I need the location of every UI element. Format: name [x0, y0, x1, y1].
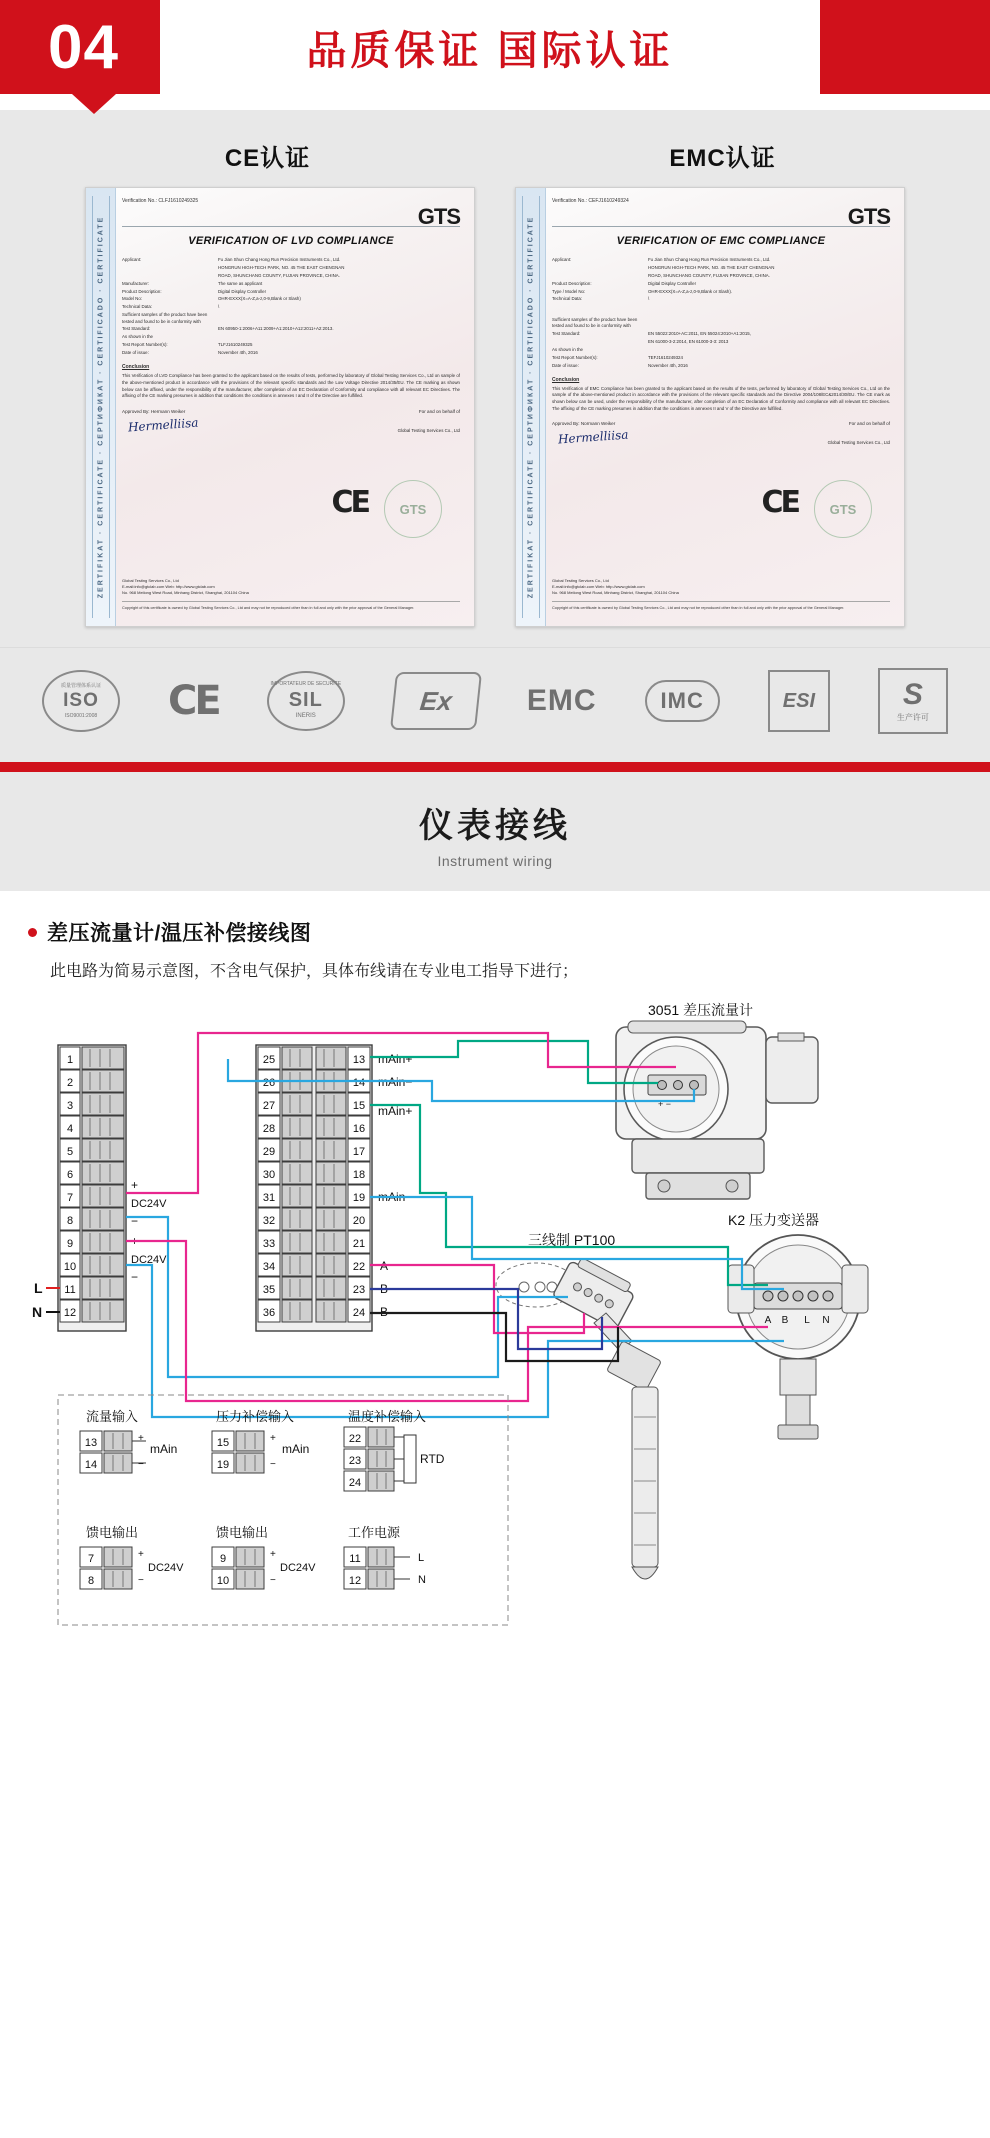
cert-field-value: Digital Display Controller: [218, 288, 267, 294]
gts-logo: GTS: [417, 204, 460, 229]
svg-text:19: 19: [216, 1458, 230, 1471]
sil-main-label: SIL: [288, 689, 323, 712]
svg-text:10: 10: [63, 1260, 77, 1273]
signature-graphic: Hermelliisa: [557, 427, 629, 447]
logo-atex-wrap: [393, 666, 479, 736]
svg-text:7: 7: [87, 1552, 95, 1565]
cert-field-key: As shown in the: [122, 334, 153, 340]
cert-field-value: \: [218, 304, 220, 310]
cert-field-value: OHR-EXXX(X=A-Z,a-z,0-9,Blank or Slash): [218, 296, 301, 302]
cert-field-value: ROAD, SHUNCHANG COUNTY, FUJIAN PROVINCE, CHINA.: [648, 272, 770, 278]
cert-field-value: November 4th, 2016: [218, 350, 258, 355]
svg-text:23: 23: [348, 1454, 362, 1467]
cert-field-key: Test Report Number(s):: [122, 342, 168, 348]
sidebar-stripe-left: [92, 196, 93, 618]
cert-field-key: Sufficient samples of the product have been tested and found to be in conformity with: [122, 312, 208, 324]
svg-text:9: 9: [66, 1237, 74, 1250]
conclusion-heading: Conclusion: [122, 364, 150, 371]
cert-field: [122, 334, 460, 340]
svg-text:3: 3: [66, 1099, 74, 1112]
cert-field-key: Test Report Number(s):: [552, 354, 598, 360]
svg-text:DC24V: DC24V: [148, 1561, 184, 1574]
cert-field: [122, 326, 460, 332]
footer-line: No. 968 Meilong West Road, Minhang District, Shanghai, 201104 China: [552, 590, 679, 596]
svg-text:−: −: [270, 1574, 276, 1586]
cert-field-value: EN 61000-3-2:2014, EN 61000-3-3: 2013: [648, 338, 729, 344]
verification-number: CLFJ1610249325: [158, 198, 199, 204]
transmitter-terminal-L: L: [804, 1314, 810, 1326]
mains-L-label: L: [34, 1279, 43, 1296]
wiring-diagram-svg: [28, 997, 962, 1637]
svg-text:+: +: [138, 1432, 144, 1444]
imc-logo-icon: IMC: [645, 680, 720, 722]
svg-text:23: 23: [352, 1283, 366, 1296]
banner-notch-shape: [72, 94, 116, 114]
logo-imc-wrap: [645, 666, 720, 736]
cert-field: [122, 257, 460, 263]
cert-field: [122, 304, 460, 310]
gts-logo: GTS: [847, 204, 890, 229]
cert-title-emc: EMC认证: [669, 145, 776, 172]
esi-logo-icon: ESI: [768, 670, 830, 732]
svg-text:25: 25: [262, 1053, 276, 1066]
section-04-banner: [0, 0, 990, 110]
pt100-probe: [496, 1232, 661, 1579]
certificate-lvd: [85, 187, 475, 627]
transmitter-terminal-B: B: [781, 1314, 789, 1326]
footer-line: E-mail:info@gtclab.com Web: http://www.gtclab.com: [552, 584, 645, 590]
svg-text:22: 22: [348, 1432, 362, 1445]
approved-by: Approved By: Hermann Weiker: [122, 408, 186, 414]
header-rule: [122, 226, 460, 227]
cert-field: [122, 342, 460, 348]
conclusion-text: This Verification of LVD Compliance has been granted to the applicant based on the results of tests, performed by laboratory of Global Testing Services Co., Ltd on sample of the above-mentioned product in accordance with the provisions of the relevant specific standards and the Low Voltage Directive 2014/35/EU. The CE marking as shown below can be affixed, under the responsibility of the manufacturer, after completion of an EC Declaration of Conformity and compliance with all relevant EC Directives. The affixing of the CE marking presumes in addition that conditions the conditions in annexes I and II of the Directive are fulfilled.: [122, 373, 460, 399]
cert-field-value: November 4th, 2016: [648, 362, 688, 368]
svg-text:21: 21: [352, 1237, 366, 1250]
flowmeter-caption: 3051 差压流量计: [648, 1001, 754, 1018]
cert-field-key: Date of issue:: [122, 350, 149, 355]
atex-ex-logo-icon: Ex: [390, 672, 482, 730]
production-license-logo-icon: [878, 668, 948, 734]
iso-cn-label: 质量管理体系认证: [61, 682, 102, 689]
legend-title-flow-input: 流量输入: [86, 1408, 139, 1424]
wiring-title-en: Instrument wiring: [437, 853, 553, 869]
wiring-bullet-row: [28, 917, 962, 947]
cert-field-key: As shown in the: [552, 346, 583, 352]
sidebar-language-text: ZERTIFIKAT · CERTIFICATE · CEPTИФИКАТ · CERTIFICADO · CERTIFICATE: [97, 215, 104, 599]
cert-field-key: Manufacturer:: [122, 280, 150, 286]
logo-sil-wrap: [267, 666, 345, 736]
header-rule: [552, 226, 890, 227]
verification-line: [122, 198, 460, 204]
sidebar-stripe-right: [109, 196, 110, 618]
signature-graphic: Hermelliisa: [127, 415, 199, 435]
footer-line: Global Testing Services Co., Ltd: [122, 578, 179, 584]
logo-production-wrap: [878, 666, 948, 736]
signal-label-19: mAin−: [378, 1189, 413, 1204]
certificate-sidebar: [86, 188, 116, 626]
svg-text:14: 14: [84, 1458, 98, 1471]
wire-green-flow-plus: [370, 1041, 658, 1083]
wiring-bullet-subtitle: 此电路为简易示意图，不含电气保护，具体布线请在专业电工指导下进行；: [50, 963, 579, 980]
ce-mark-icon: CE: [331, 485, 368, 520]
svg-text:27: 27: [262, 1099, 276, 1112]
approved-by: Approved By: Normann Weiker: [552, 421, 616, 427]
legend-title-power-supply: 工作电源: [348, 1524, 401, 1540]
behalf-company: Global Testing Services Co., Ltd: [827, 440, 890, 446]
svg-text:24: 24: [348, 1476, 362, 1489]
left-label-plus-9: +: [131, 1233, 139, 1248]
svg-text:31: 31: [262, 1191, 276, 1204]
cert-field-value: [648, 347, 890, 353]
cert-field-value: ROAD, SHUNCHANG COUNTY, FUJIAN PROVINCE, CHINA.: [218, 272, 340, 278]
certificate-footer: [122, 578, 460, 612]
svg-text:6: 6: [66, 1168, 74, 1181]
svg-text:+: +: [138, 1548, 144, 1560]
cert-field: [552, 355, 890, 361]
production-license-glyph: S: [902, 677, 923, 711]
cert-field: [122, 289, 460, 295]
cert-field-key: Type / Model No:: [552, 288, 586, 294]
copyright-note: Copyright of this certificate is owned by Global Testing Services Co., Ltd and may not be reproduced other than in full and only with the prior approval of the General Manager.: [122, 606, 415, 611]
left-label-minus-10: −: [131, 1269, 139, 1284]
production-license-label: 生产许可: [896, 712, 929, 722]
iso-standard-label: ISO9001:2008: [64, 712, 98, 719]
cert-field-value: Fu Jian Shun Chang Hong Run Precision Instruments Co., Ltd.: [648, 257, 771, 262]
svg-text:8: 8: [87, 1574, 95, 1587]
svg-text:32: 32: [262, 1214, 276, 1227]
legend-title-feed-output-2: 馈电输出: [216, 1524, 269, 1540]
cert-field: [552, 296, 890, 302]
svg-text:mAin: mAin: [282, 1441, 310, 1456]
svg-text:L: L: [418, 1551, 425, 1564]
cert-field: [552, 281, 890, 287]
verification-label: Verification No.:: [552, 198, 588, 204]
certificate-emc: [515, 187, 905, 627]
pt100-caption: 三线制 PT100: [528, 1231, 616, 1248]
svg-text:RTD: RTD: [420, 1451, 445, 1466]
svg-text:16: 16: [352, 1122, 366, 1135]
cert-field-key: Applicant:: [552, 257, 572, 262]
verification-label: Verification No.:: [122, 198, 158, 204]
svg-text:9: 9: [219, 1552, 227, 1565]
certificate-body: [552, 198, 890, 616]
signal-label-22: A: [380, 1258, 389, 1273]
footer-rule: [552, 601, 890, 602]
cert-field-key: Applicant:: [122, 257, 142, 262]
svg-text:mAin: mAin: [150, 1441, 178, 1456]
svg-text:DC24V: DC24V: [280, 1561, 316, 1574]
legend-title-feed-output-1: 馈电输出: [86, 1524, 139, 1540]
iso-logo-icon: [42, 670, 120, 732]
cert-field: [552, 331, 890, 337]
cert-field-key: Sufficient samples of the product have been tested and found to be in conformity with: [552, 316, 638, 329]
cert-field-value: EN 55022:2010+AC:2011, EN 55024:2010+A1:2015,: [648, 331, 751, 336]
svg-text:19: 19: [352, 1191, 366, 1204]
cert-field: [122, 265, 460, 271]
iso-main-label: ISO: [63, 690, 99, 712]
cert-field: [552, 317, 890, 330]
legend-box: [58, 1395, 508, 1625]
svg-text:24: 24: [352, 1306, 366, 1319]
cert-field-key: [122, 265, 218, 271]
cert-field: [122, 312, 460, 325]
svg-text:18: 18: [352, 1168, 366, 1181]
cert-field-key: [552, 339, 648, 345]
cert-field-value: TEFJ1610249324: [648, 354, 683, 360]
cert-field-value: HONGRUN HIGH-TECH PARK, NO. 45 THE EAST CHENGNAN: [648, 264, 775, 270]
footer-rule: [122, 601, 460, 602]
certificate-titles: [0, 126, 990, 187]
legend-title-temperature-input: 温度补偿输入: [348, 1408, 427, 1424]
svg-text:−: −: [138, 1458, 144, 1470]
sil-top-note: IMPORTATEUR DE SECURITE: [270, 680, 342, 687]
svg-text:13: 13: [84, 1436, 98, 1449]
cert-field-value: EN 60950-1:2006+A11:2009+A1:2010+A12:2011+A2:2013.: [218, 326, 334, 332]
cert-field-value: TLFJ1610249325: [218, 342, 253, 348]
svg-text:+ −: + −: [658, 1098, 672, 1109]
ce-logo-icon: CE: [168, 678, 219, 724]
certificate-footer: [552, 578, 890, 612]
section-divider: [0, 762, 990, 772]
cert-field-value: OHR-EXXX(X=A-Z,a-z,0-9,Blank or Slash).: [648, 288, 733, 294]
logo-ce-wrap: [168, 666, 219, 736]
cert-field: [122, 350, 460, 356]
left-label-dc24v-2: DC24V: [131, 1253, 167, 1266]
svg-text:−: −: [270, 1458, 276, 1470]
certificate-body: [122, 198, 460, 616]
conclusion-text: This Verification of EMC Compliance has been granted to the applicant based on the results of the tests, performed by laboratory of Global Testing Services Co., Ltd on the sample of the above-mentioned product in accordance with the provisions of the relevant specific standards and the Directive 2004/108/EC&2014/30/EU. The CE mark as shown below can be used, under the responsibility of the manufacturer, after completion of an EC Declaration of Conformity and compliance with all relevant EC Directives. The affixing of the CE marking presumes in addition that the conditions in annexes II and V of the Directive are fulfilled.: [552, 385, 890, 411]
left-label-minus-8: −: [131, 1213, 139, 1228]
logo-iso-wrap: [42, 666, 120, 736]
certification-logo-strip: [0, 647, 990, 762]
footer-line: E-mail:info@gtclab.com Web: http://www.gtclab.com: [122, 584, 215, 590]
svg-text:20: 20: [352, 1214, 366, 1227]
svg-text:33: 33: [262, 1237, 276, 1250]
signal-label-23: B: [380, 1281, 389, 1296]
transmitter-caption: K2 压力变送器: [728, 1211, 820, 1228]
signal-label-14: mAin−: [378, 1074, 413, 1089]
svg-text:30: 30: [262, 1168, 276, 1181]
svg-text:36: 36: [262, 1306, 276, 1319]
svg-text:1: 1: [66, 1053, 74, 1066]
svg-text:15: 15: [216, 1436, 230, 1449]
cert-field-value: Fu Jian Shun Chang Hong Run Precision Instruments Co., Ltd.: [218, 257, 341, 262]
wire-magenta-rtd-a: [370, 1265, 584, 1333]
svg-text:22: 22: [352, 1260, 366, 1273]
sil-logo-icon: [267, 671, 345, 731]
gts-stamp-icon: GTS: [384, 480, 442, 538]
svg-text:11: 11: [349, 1552, 361, 1565]
sidebar-language-text: ZERTIFIKAT · CERTIFICATE · CEPTИФИКАТ · CERTIFICADO · CERTIFICATE: [527, 215, 534, 599]
svg-text:29: 29: [262, 1145, 276, 1158]
certificate-heading: VERIFICATION OF EMC COMPLIANCE: [616, 235, 826, 247]
left-terminal-block: [32, 1045, 167, 1331]
svg-text:7: 7: [66, 1191, 74, 1204]
svg-text:4: 4: [66, 1122, 74, 1135]
svg-text:N: N: [418, 1573, 426, 1586]
conclusion-heading: Conclusion: [552, 376, 580, 383]
cert-field-value: The same as applicant: [218, 280, 263, 286]
svg-text:−: −: [138, 1574, 144, 1586]
svg-text:13: 13: [352, 1053, 366, 1066]
cert-field-value: HONGRUN HIGH-TECH PARK, NO. 45 THE EAST CHENGNAN: [218, 264, 345, 270]
svg-text:+: +: [270, 1548, 276, 1560]
bullet-dot-icon: [28, 928, 37, 937]
section-title: 品质保证 国际认证: [306, 28, 674, 73]
cert-field-key: [552, 273, 648, 279]
svg-text:10: 10: [216, 1574, 230, 1587]
svg-text:26: 26: [262, 1076, 276, 1089]
svg-text:34: 34: [262, 1260, 276, 1273]
certificate-heading: VERIFICATION OF LVD COMPLIANCE: [188, 235, 394, 247]
on-behalf-of: For and on behalf of: [848, 421, 890, 427]
svg-text:11: 11: [64, 1283, 76, 1296]
on-behalf-of: For and on behalf of: [418, 408, 460, 414]
cert-field-key: Technical Data:: [552, 296, 583, 302]
cert-field: [552, 257, 890, 263]
mains-N-label: N: [32, 1303, 43, 1320]
cert-field: [552, 339, 890, 345]
wiring-content: [0, 891, 990, 1647]
wiring-title-cn: 仪表接线: [419, 807, 571, 845]
footer-line: Global Testing Services Co., Ltd: [552, 578, 609, 584]
wiring-bullet-title: 差压流量计/温压补偿接线图: [47, 922, 312, 945]
logo-esi-wrap: [768, 666, 830, 736]
cert-field: [552, 347, 890, 353]
svg-text:15: 15: [352, 1099, 366, 1112]
cert-field-key: Date of issue:: [552, 362, 579, 368]
cert-field-key: Test Standard:: [122, 326, 151, 332]
cert-field-key: Product Description:: [122, 288, 162, 294]
cert-field: [552, 363, 890, 369]
cert-field: [122, 273, 460, 279]
certificate-images: [0, 187, 990, 647]
cert-field-key: [122, 273, 218, 279]
gts-stamp-icon: GTS: [814, 480, 872, 538]
emc-logo-icon: EMC: [526, 684, 597, 717]
svg-text:2: 2: [66, 1076, 74, 1089]
ce-mark-icon: CE: [761, 485, 798, 520]
copyright-note: Copyright of this certificate is owned by Global Testing Services Co., Ltd and may not be reproduced other than in full and only with the prior approval of the General Manager.: [552, 606, 845, 611]
behalf-company: Global Testing Services Co., Ltd: [397, 427, 460, 433]
signal-label-13: mAin+: [378, 1051, 413, 1066]
certificate-sidebar: [516, 188, 546, 626]
svg-text:8: 8: [66, 1214, 74, 1227]
cert-field-value: \: [648, 296, 650, 302]
cert-field-value: [218, 334, 460, 340]
wire-cyan-feed2-return: [126, 1265, 784, 1417]
sidebar-stripe-left: [522, 196, 523, 618]
cert-field: [122, 281, 460, 287]
sidebar-stripe-right: [539, 196, 540, 618]
verification-line: [552, 198, 890, 204]
cert-field-key: Product Description:: [552, 280, 592, 286]
section-number: 04: [48, 13, 119, 82]
svg-text:17: 17: [352, 1145, 366, 1158]
wiring-section-header: [0, 772, 990, 891]
cert-field: [122, 296, 460, 302]
svg-text:5: 5: [66, 1145, 74, 1158]
cert-field: [552, 273, 890, 279]
transmitter-terminal-N: N: [822, 1314, 830, 1326]
left-label-dc24v-1: DC24V: [131, 1197, 167, 1210]
sil-sub-label: INERIS: [295, 713, 316, 720]
svg-text:12: 12: [63, 1306, 77, 1319]
pressure-transmitter-k2: [728, 1212, 868, 1439]
cert-field-key: [552, 265, 648, 271]
svg-text:35: 35: [262, 1283, 276, 1296]
svg-text:28: 28: [262, 1122, 276, 1135]
legend-title-pressure-input: 压力补偿输入: [216, 1408, 295, 1424]
svg-text:12: 12: [348, 1574, 362, 1587]
logo-emc-wrap: [527, 666, 597, 736]
cert-field-value: Digital Display Controller: [648, 280, 697, 286]
footer-line: No. 968 Meilong West Road, Minhang District, Shanghai, 201104 China: [122, 590, 249, 596]
cert-field: [552, 289, 890, 295]
svg-text:14: 14: [352, 1076, 366, 1089]
left-label-plus-7: +: [131, 1177, 139, 1192]
cert-field-key: Technical Data:: [122, 304, 153, 310]
signal-label-24: B: [380, 1304, 389, 1319]
svg-text:+: +: [270, 1432, 276, 1444]
cert-title-ce: CE认证: [224, 145, 311, 172]
transmitter-terminal-A: A: [764, 1314, 772, 1326]
verification-number: CEFJ1610249324: [588, 198, 629, 204]
cert-field-key: Model No:: [122, 296, 143, 302]
cert-field: [552, 265, 890, 271]
signal-label-15: mAin+: [378, 1103, 413, 1118]
certificates-area: [0, 110, 990, 762]
cert-field-key: Test Standard:: [552, 331, 581, 336]
wiring-diagram: [28, 997, 962, 1637]
